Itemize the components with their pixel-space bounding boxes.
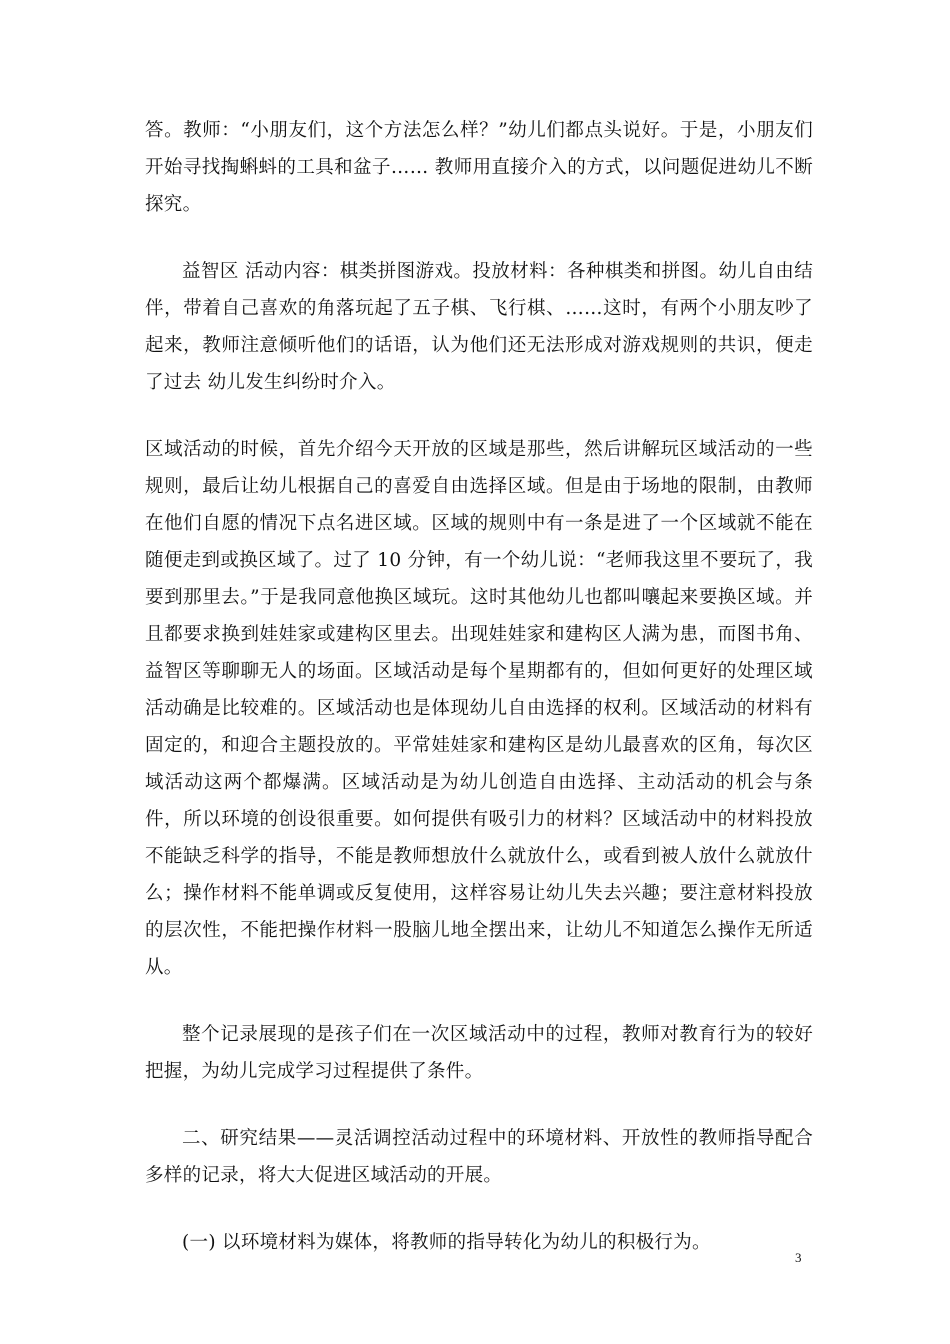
page-number: 3 xyxy=(795,1250,802,1265)
paragraph-gap xyxy=(145,1194,813,1224)
paragraph-tadpole-inquiry: 答。教师：“小朋友们，这个方法怎么样？”幼儿们都点头说好。于是，小朋友们开始寻找掏蝌蚪的工具和盆子…… 教师用直接介入的方式，以问题促进幼儿不断探究。 xyxy=(145,120,813,215)
section-heading-research-results: 二、研究结果——灵活调控活动过程中的环境材料、开放性的教师指导配合多样的记录，将大大促进区域活动的开展。 xyxy=(145,1128,813,1186)
subsection-heading-environment-materials: (一) 以环境材料为媒体，将教师的指导转化为幼儿的积极行为。 xyxy=(182,1232,711,1253)
paragraph-gap xyxy=(145,986,813,1016)
document-body xyxy=(145,112,813,1261)
paragraph-puzzle-area: 益智区 活动内容：棋类拼图游戏。投放材料：各种棋类和拼图。幼儿自由结伴，带着自己喜欢的角落玩起了五子棋、飞行棋、……这时，有两个小朋友吵了起来，教师注意倾听他们的话语，认为他们还无法形成对游戏规则的共识，便走了过去 幼儿发生纠纷时介入。 xyxy=(145,261,813,393)
paragraph-gap xyxy=(145,1090,813,1120)
paragraph-gap xyxy=(145,223,813,253)
paragraph-record-summary: 整个记录展现的是孩子们在一次区域活动中的过程，教师对教育行为的较好把握，为幼儿完成学习过程提供了条件。 xyxy=(145,1024,813,1082)
paragraph-gap xyxy=(145,401,813,431)
paragraph-area-activity-reflection: 区域活动的时候，首先介绍今天开放的区域是那些，然后讲解玩区域活动的一些规则，最后让幼儿根据自己的喜爱自由选择区域。但是由于场地的限制，由教师在他们自愿的情况下点名进区域。区域的规则中有一条是进了一个区域就不能在随便走到或换区域了。过了 10 分钟，有一个幼儿说：“老师我这里不要玩了，我要到那里去。”于是我同意他换区域玩。这时其他幼儿也都叫嚷起来要换区域。并且都要求换到娃娃家或建构区里去。出现娃娃家和建构区人满为患，而图书角、益智区等聊聊无人的场面。区域活动是每个星期都有的，但如何更好的处理区域活动确是比较难的。区域活动也是体现幼儿自由选择的权利。区域活动的材料有固定的，和迎合主题投放的。平常娃娃家和建构区是幼儿最喜欢的区角，每次区域活动这两个都爆满。区域活动是为幼儿创造自由选择、主动活动的机会与条件，所以环境的创设很重要。如何提供有吸引力的材料？区域活动中的材料投放不能缺乏科学的指导，不能是教师想放什么就放什么，或看到被人放什么就放什么；操作材料不能单调或反复使用，这样容易让幼儿失去兴趣；要注意材料投放的层次性，不能把操作材料一股脑儿地全摆出来，让幼儿不知道怎么操作无所适从。 xyxy=(145,439,813,978)
